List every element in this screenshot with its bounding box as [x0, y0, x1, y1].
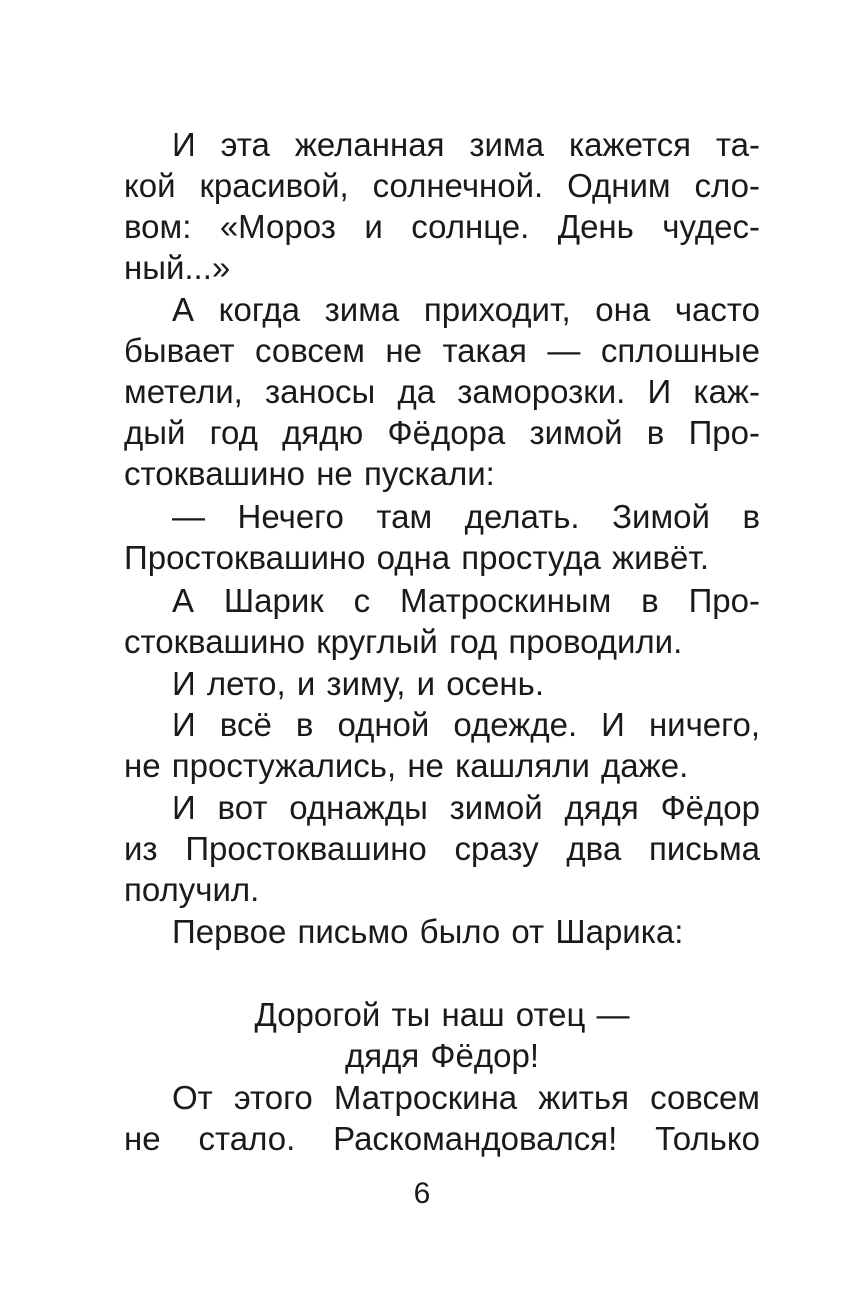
text-line: дый год дядю Фёдора зимой в Про-: [124, 414, 760, 451]
text-line: Простоквашино одна простуда живёт.: [124, 539, 710, 576]
text-line: вом: «Мороз и солнце. День чудес-: [124, 208, 760, 245]
text-line: из Простоквашино сразу два письма: [124, 830, 760, 867]
text-line: И эта желанная зима кажется та-: [172, 126, 760, 163]
text-line: А когда зима приходит, она часто: [172, 291, 760, 328]
text-line: не простужались, не кашляли даже.: [124, 747, 689, 784]
page-number: 6: [413, 1177, 431, 1210]
text-line: ный...»: [124, 249, 231, 286]
text-line: метели, заносы да заморозки. И каж-: [124, 373, 760, 410]
text-line: И всё в одной одежде. И ничего,: [172, 706, 760, 743]
text-line: стоквашино круглый год проводили.: [124, 623, 683, 660]
text-line: От этого Матроскина житья совсем: [172, 1079, 760, 1116]
text-line: бывает совсем не такая — сплошные: [124, 332, 760, 369]
text-line: Первое письмо было от Шарика:: [172, 913, 684, 950]
text-line: И лето, и зиму, и осень.: [172, 665, 544, 702]
letter-salutation: Дорогой ты наш отец —: [254, 996, 630, 1033]
text-line: стоквашино не пускали:: [124, 455, 495, 492]
text-line: А Шарик с Матроскиным в Про-: [172, 582, 760, 619]
text-line: получил.: [124, 871, 260, 908]
letter-salutation: дядя Фёдор!: [345, 1037, 539, 1074]
text-line: кой красивой, солнечной. Одним сло-: [124, 167, 760, 204]
text-line: — Нечего там делать. Зимой в: [172, 498, 760, 535]
text-line: не стало. Раскомандовался! Только: [124, 1120, 760, 1157]
text-line: И вот однажды зимой дядя Фёдор: [172, 789, 760, 826]
